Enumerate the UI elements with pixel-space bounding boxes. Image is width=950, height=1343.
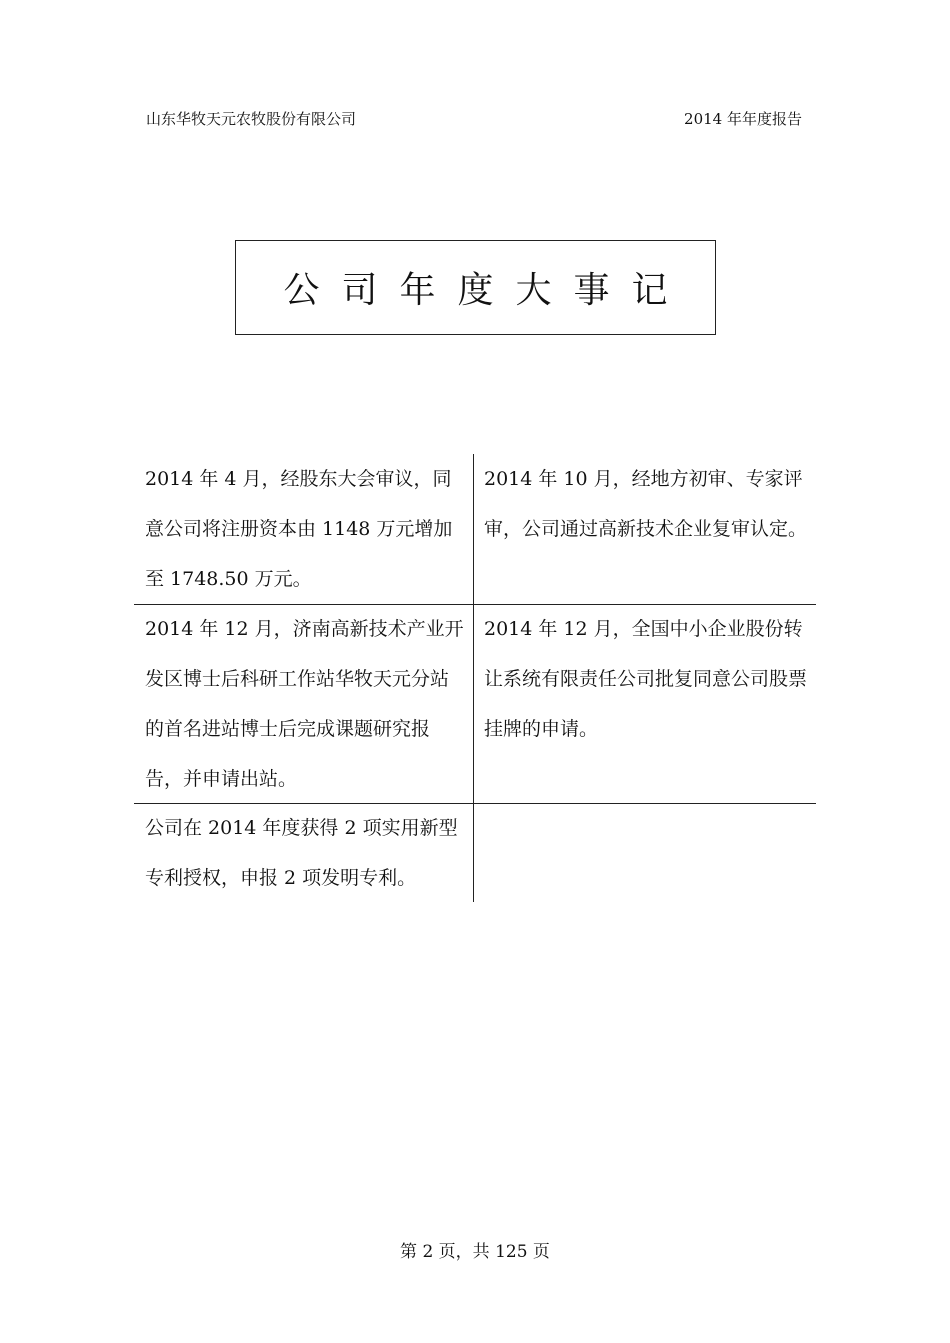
header-company-name: 山东华牧天元农牧股份有限公司: [146, 110, 357, 128]
event-text: 公司在 2014 年度获得 2 项实用新型专利授权，申报 2 项发明专利。: [145, 817, 458, 889]
empty-cell: [474, 803, 816, 902]
event-text: 2014 年 10 月，经地方初审、专家评审，公司通过高新技术企业复审认定。: [484, 468, 808, 540]
event-text: 2014 年 4 月，经股东大会审议，同意公司将注册资本由 1148 万元增加至 1748.50 万元。: [145, 468, 453, 590]
page-number: 第 2 页，共 125 页: [400, 1242, 550, 1262]
event-cell: [134, 803, 474, 902]
header-report-title: 2014 年年度报告: [684, 110, 802, 128]
event-text: 2014 年 12 月，全国中小企业股份转让系统有限责任公司批复同意公司股票挂牌的申请。: [484, 618, 808, 740]
event-cell: [474, 454, 816, 604]
event-text: 2014 年 12 月，济南高新技术产业开发区博士后科研工作站华牧天元分站的首名进站博士后完成课题研究报告，并申请出站。: [145, 618, 464, 790]
event-cell: [474, 604, 816, 803]
event-cell: [134, 454, 474, 604]
events-grid: [134, 454, 816, 902]
page-title: 公司年度大事记: [283, 270, 690, 311]
event-cell: [134, 604, 474, 803]
title-box: [235, 240, 716, 335]
